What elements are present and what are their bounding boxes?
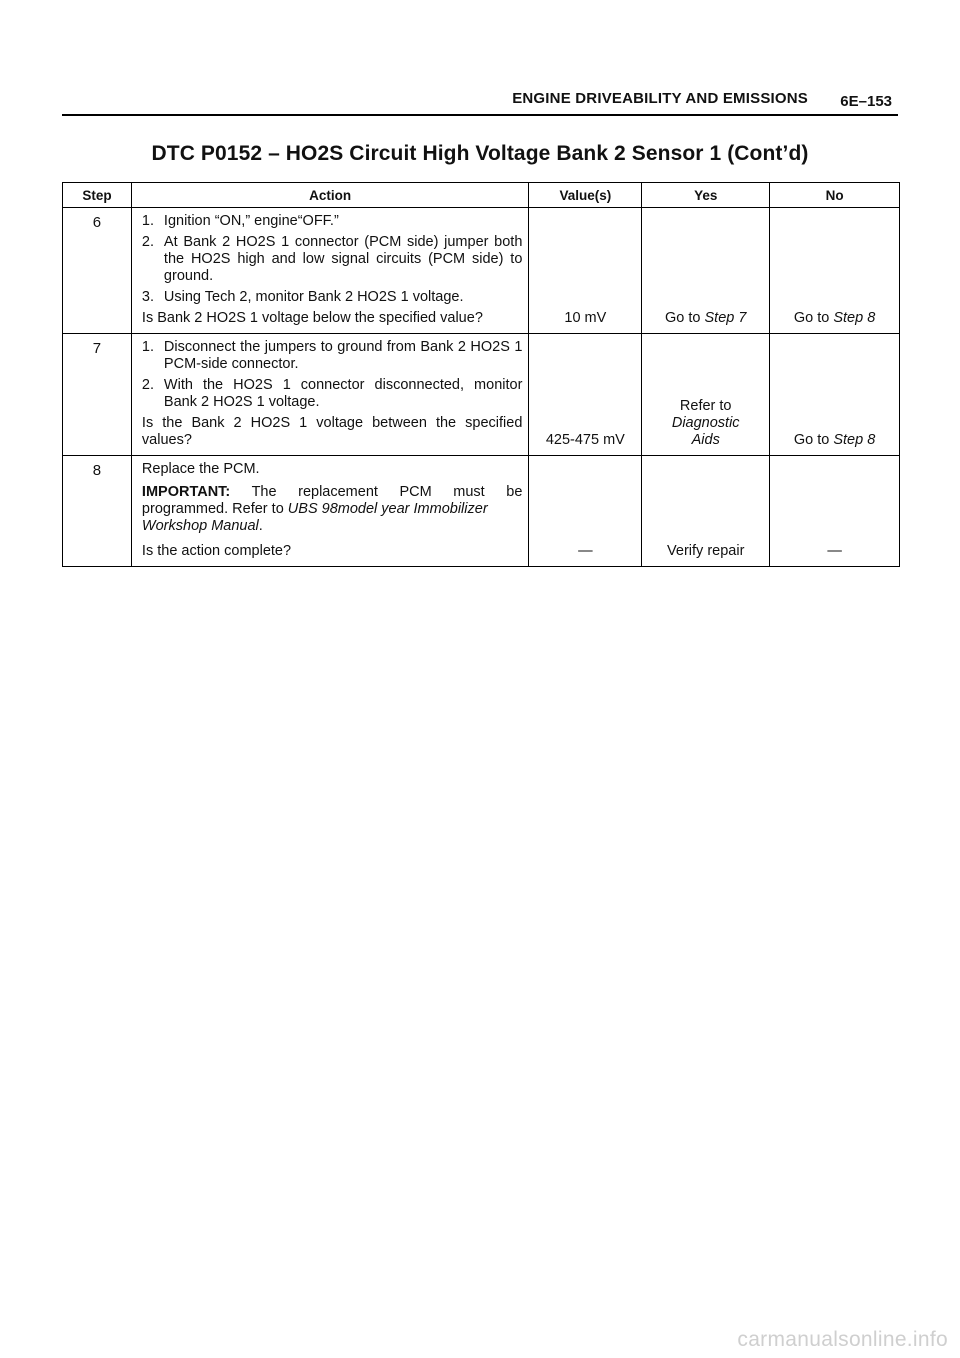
no-cell: Go to Step 8: [770, 334, 900, 456]
column-header-action: Action: [131, 183, 528, 208]
header-section-title: ENGINE DRIVEABILITY AND EMISSIONS: [512, 90, 808, 107]
yes-step-link: Step 7: [704, 310, 747, 326]
action-item: 2. At Bank 2 HO2S 1 connector (PCM side) jumper both the HO2S high and low signal circuits (PCM side) to ground.: [141, 234, 523, 284]
value-cell: —: [529, 456, 642, 567]
column-header-step: Step: [63, 183, 132, 208]
step-number: 6: [63, 208, 132, 334]
action-item: 2. With the HO2S 1 connector disconnected, monitor Bank 2 HO2S 1 voltage.: [141, 377, 523, 410]
yes-cell: Refer to Diagnostic Aids: [642, 334, 770, 456]
important-label: IMPORTANT:: [141, 484, 231, 500]
table-row: [63, 334, 900, 456]
table-header-row: [63, 183, 900, 208]
value-cell: 425-475 mV: [529, 334, 642, 456]
page-header: [62, 88, 898, 116]
diagnostic-table: [62, 182, 900, 567]
step-number: 8: [63, 456, 132, 567]
no-cell: Go to Step 8: [770, 208, 900, 334]
column-header-values: Value(s): [529, 183, 642, 208]
action-question: Is the Bank 2 HO2S 1 voltage between the specified values?: [141, 415, 523, 448]
watermark: carmanualsonline.info: [737, 1328, 948, 1351]
column-header-yes: Yes: [642, 183, 770, 208]
action-item: 1. Ignition “ON,” engine“OFF.”: [141, 213, 339, 229]
yes-cell: Verify repair: [642, 456, 770, 567]
header-rule: [62, 114, 898, 116]
yes-cell: Go to Step 7: [642, 208, 770, 334]
action-item: 3. Using Tech 2, monitor Bank 2 HO2S 1 voltage.: [141, 289, 464, 305]
value-cell: 10 mV: [529, 208, 642, 334]
action-question: Is the action complete?: [141, 543, 292, 559]
table-row: [63, 208, 900, 334]
column-header-no: No: [770, 183, 900, 208]
header-page-number: 6E–153: [840, 93, 892, 110]
action-cell: Replace the PCM. IMPORTANT: The replacement PCM must be programmed. Refer to UBS 98model year Immobilizer Workshop Manual. Is the action complete?: [131, 456, 528, 567]
page-title: DTC P0152 – HO2S Circuit High Voltage Bank 2 Sensor 1 (Cont’d): [151, 142, 809, 165]
action-cell: [131, 208, 528, 334]
important-note: IMPORTANT: The replacement PCM must be programmed. Refer to UBS 98model year Immobilizer: [141, 484, 523, 517]
no-cell: —: [770, 456, 900, 567]
action-item: 1. Disconnect the jumpers to ground from Bank 2 HO2S 1 PCM-side connector.: [141, 339, 523, 372]
table-row: [63, 456, 900, 567]
no-step-link: Step 8: [833, 310, 876, 326]
no-step-link: Step 8: [833, 432, 876, 448]
step-number: 7: [63, 334, 132, 456]
action-lead: Replace the PCM.: [141, 461, 260, 477]
action-cell: [131, 334, 528, 456]
action-question: Is Bank 2 HO2S 1 voltage below the specified value?: [141, 310, 483, 326]
